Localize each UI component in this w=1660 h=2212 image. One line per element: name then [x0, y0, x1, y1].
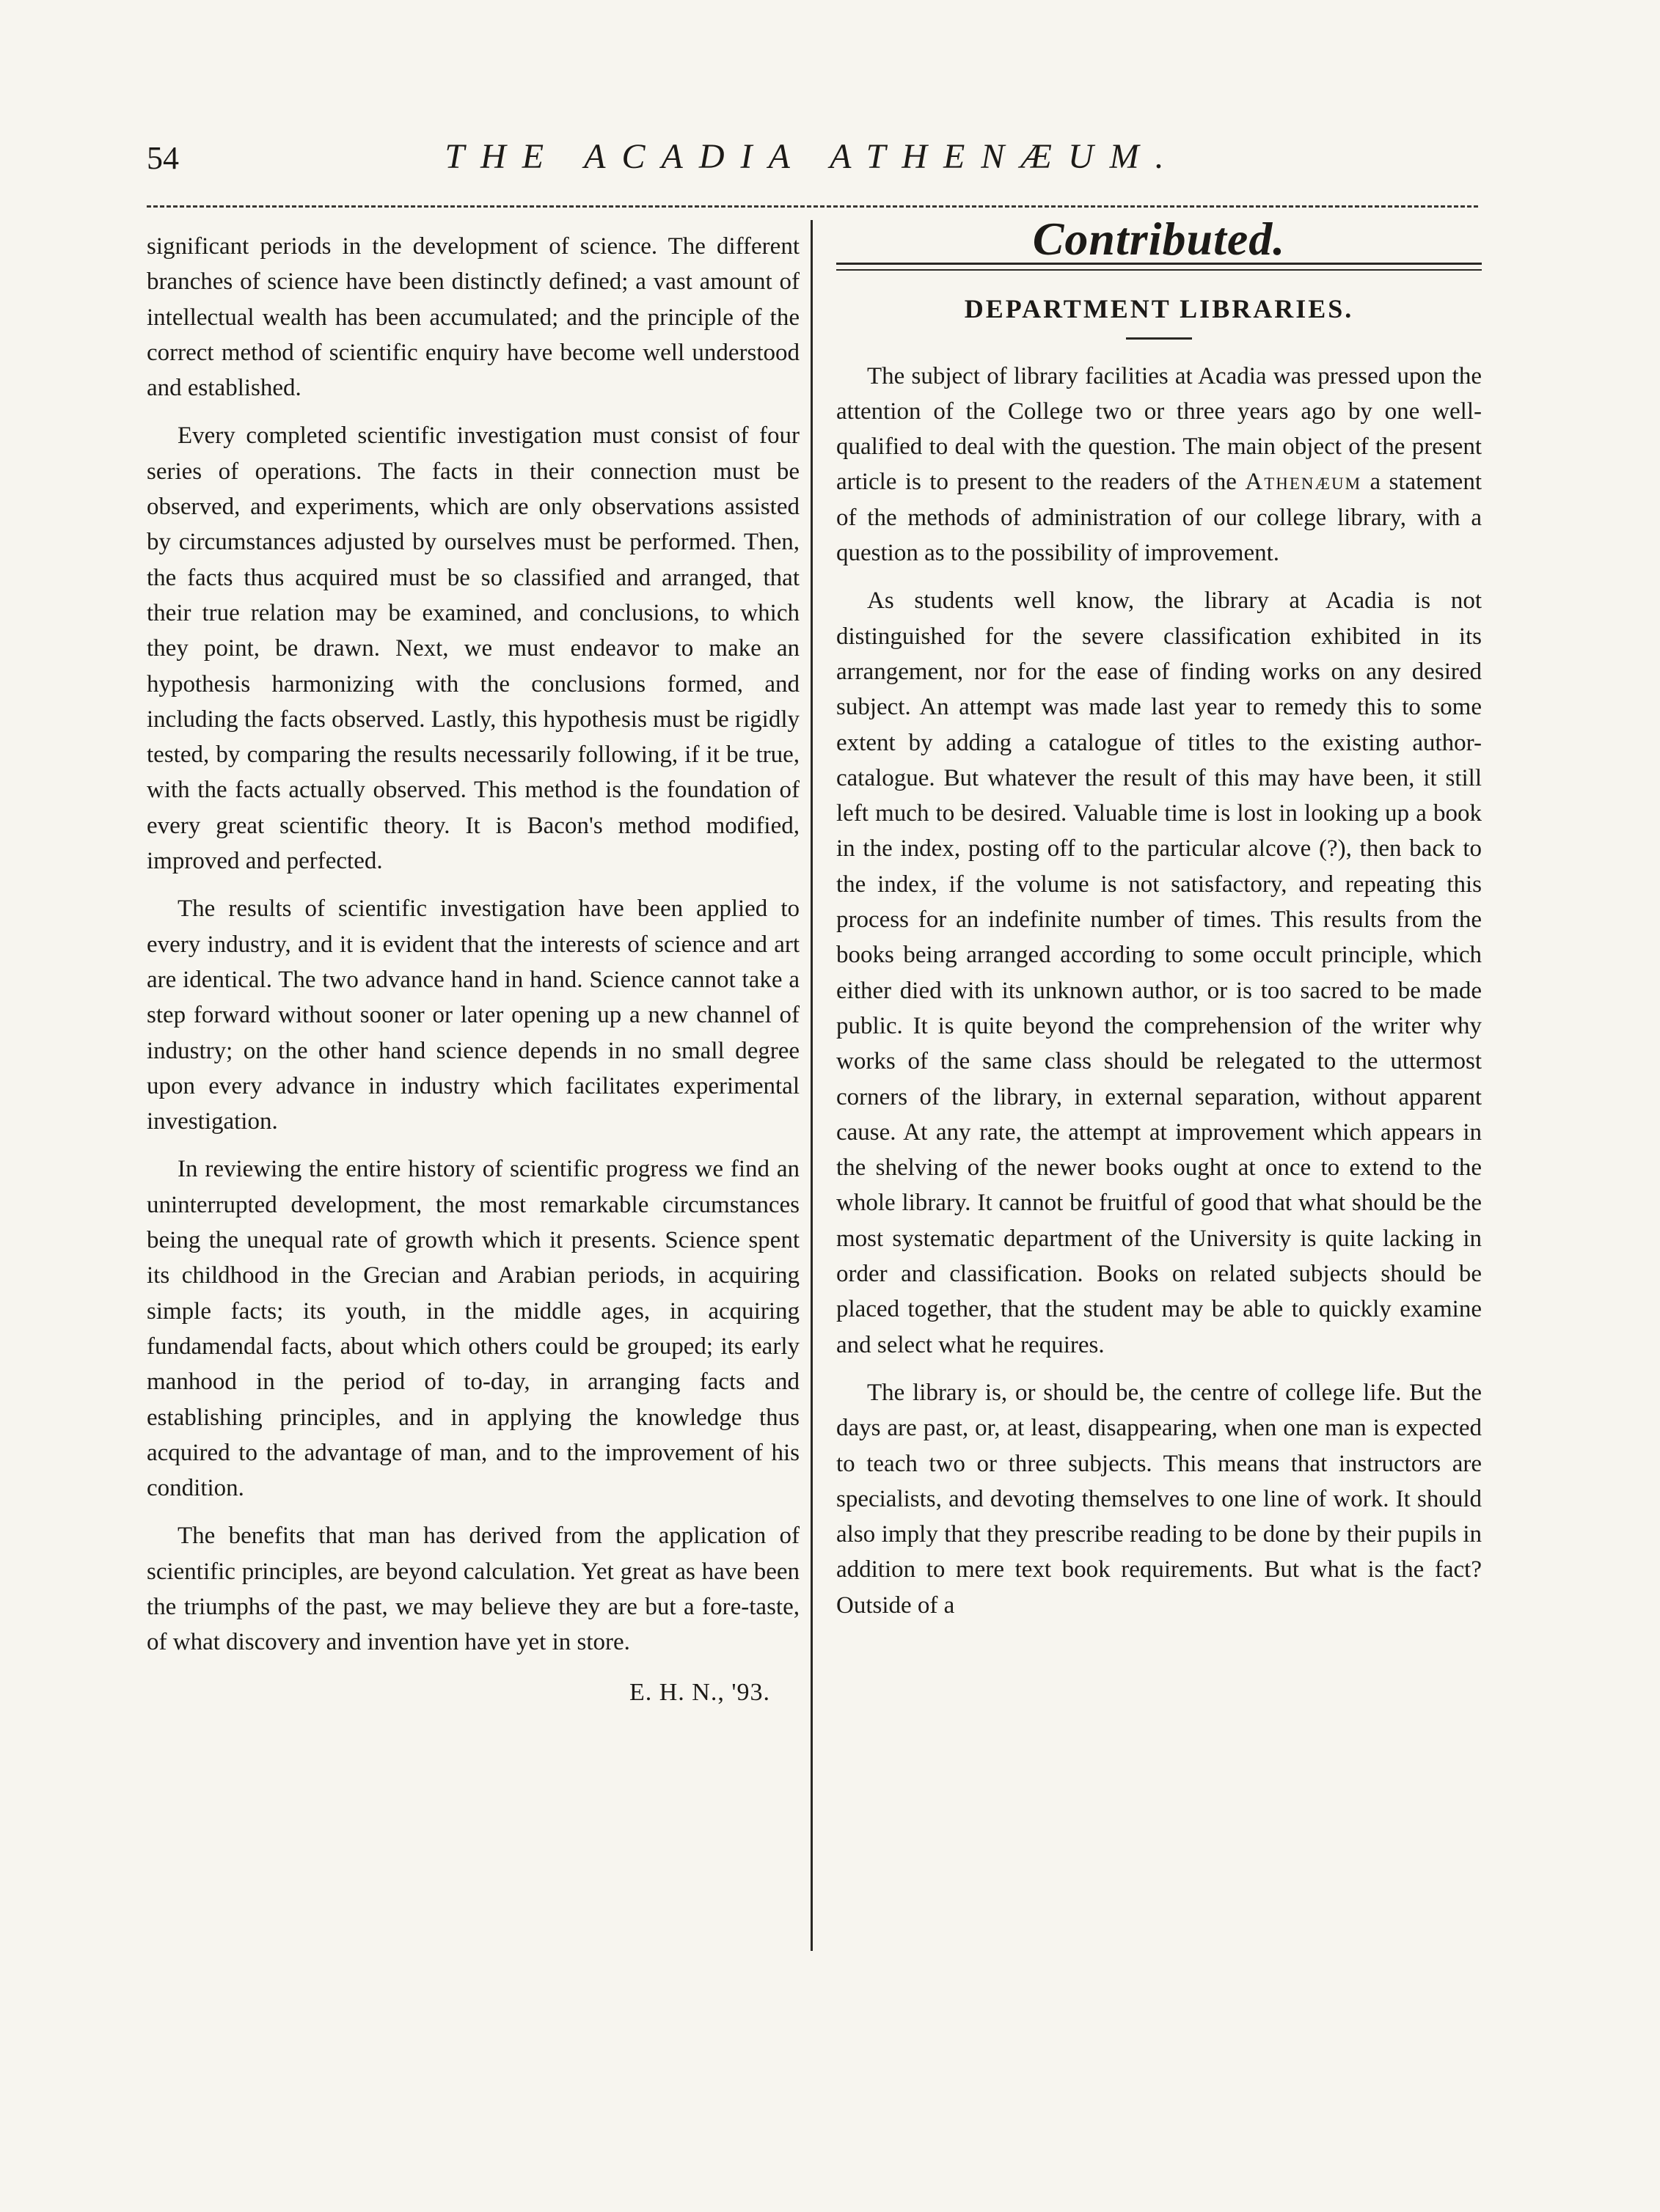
column-divider [811, 220, 813, 1951]
paragraph: The benefits that man has derived from the application of scientific principles, are beyond calculation. Yet great as have been the triumphs of the past, we may believe they are but a fore-taste, of what discovery and invention have yet in store. [147, 1523, 800, 1656]
right-column [836, 213, 1482, 1636]
running-title: THE ACADIA ATHENÆUM. [445, 137, 1180, 176]
paragraph [836, 359, 1482, 571]
paragraph: The results of scientific investigation have been applied to every industry, and it is evident that the interests of science and art are identical. The two advance hand in hand. Science cannot take a step forward without sooner or later opening up a new channel of industry; on the other hand science depends in no small degree upon every advance in industry which facilitates experimental investigation. [147, 896, 800, 1135]
paragraph: Every completed scientific investigation must consist of four series of operations. The facts in their connection must be observed, and experiments, which are only observations assisted by circumstances adjusted by ourselves must be performed. Then, the facts thus acquired must be so classified and arranged, that their true relation may be examined, and conclusions, to which they point, be drawn. Next, we must endeavor to make an hypothesis harmonizing with the conclusions formed, and including the facts observed. Lastly, this hypothesis must be rigidly tested, by comparing the results necessarily following, if it be true, with the facts actually observed. This method is the foundation of every great scientific theory. It is Bacon's method modified, improved and perfected. [147, 422, 800, 875]
article-title: DEPARTMENT LIBRARIES. [964, 294, 1354, 324]
author-signature: E. H. N., '93. [629, 1678, 770, 1706]
paragraph-text: The subject of library facilities at Acadia was pressed upon the attention of the College two or three years ago by one well-qualified to deal with the question. The main object of the present article is to present to the readers of the [836, 362, 1482, 496]
paragraph: The library is, or should be, the centre of college life. But the days are past, or, at least, disappearing, when one man is expected to teach two or three subjects. This means that instructors are specialists, and devoting themselves to one line of work. It should also imply that they prescribe reading to be done by their pupils in addition to mere text book requirements. But what is the fact? Outside of a [836, 1379, 1482, 1619]
paragraph-text: a statement of the methods of administration of our college library, with a question as to the possibility of improvement. [836, 469, 1482, 567]
page-number: 54 [147, 140, 179, 176]
journal-name: Athenæum [1245, 469, 1362, 496]
section-heading: Contributed. [1032, 213, 1286, 265]
header-rule [147, 205, 1478, 208]
page-header [147, 129, 1478, 195]
title-rule [1126, 337, 1192, 340]
paragraph: significant periods in the development of science. The different branches of science have been distinctly defined; a vast amount of intellectual wealth has been accumulated; and the principle of the correct method of scientific enquiry have become well understood and established. [147, 233, 800, 402]
paragraph: In reviewing the entire history of scientific progress we find an uninterrupted development, the most remarkable circumstances being the unequal rate of growth which it presents. Science spent its childhood in the Grecian and Arabian periods, in acquiring simple facts; its youth, in the middle ages, in acquiring fundamendal facts, about which others could be grouped; its early manhood in the period of to-day, in arranging facts and establishing principles, and in applying the knowledge thus acquired to the advantage of man, and to the improvement of his condition. [147, 1156, 800, 1502]
paragraph: As students well know, the library at Acadia is not distinguished for the severe classification exhibited in its arrangement, nor for the ease of finding works on any desired subject. An attempt was made last year to remedy this to some extent by adding a catalogue of titles to the existing author-catalogue. But whatever the result of this may have been, it still left much to be desired. Valuable time is lost in looking up a book in the index, posting off to the particular alcove (?), then back to the index, if the volume is not satisfactory, and repeating this process for an indefinite number of times. This results from the books being arranged according to some occult principle, which either died with its unknown author, or is too sacred to be made public. It is quite beyond the comprehension of the writer why works of the same class should be relegated to the uttermost corners of the library, in external separation, without apparent cause. At any rate, the attempt at improvement which appears in the shelving of the newer books ought at once to extend to the whole library. It cannot be fruitful of good that what should be the most systematic department of the University is quite lacking in order and classification. Books on related subjects should be placed together, that the student may be able to quickly examine and select what he requires. [836, 587, 1482, 1358]
left-column [147, 229, 800, 1710]
